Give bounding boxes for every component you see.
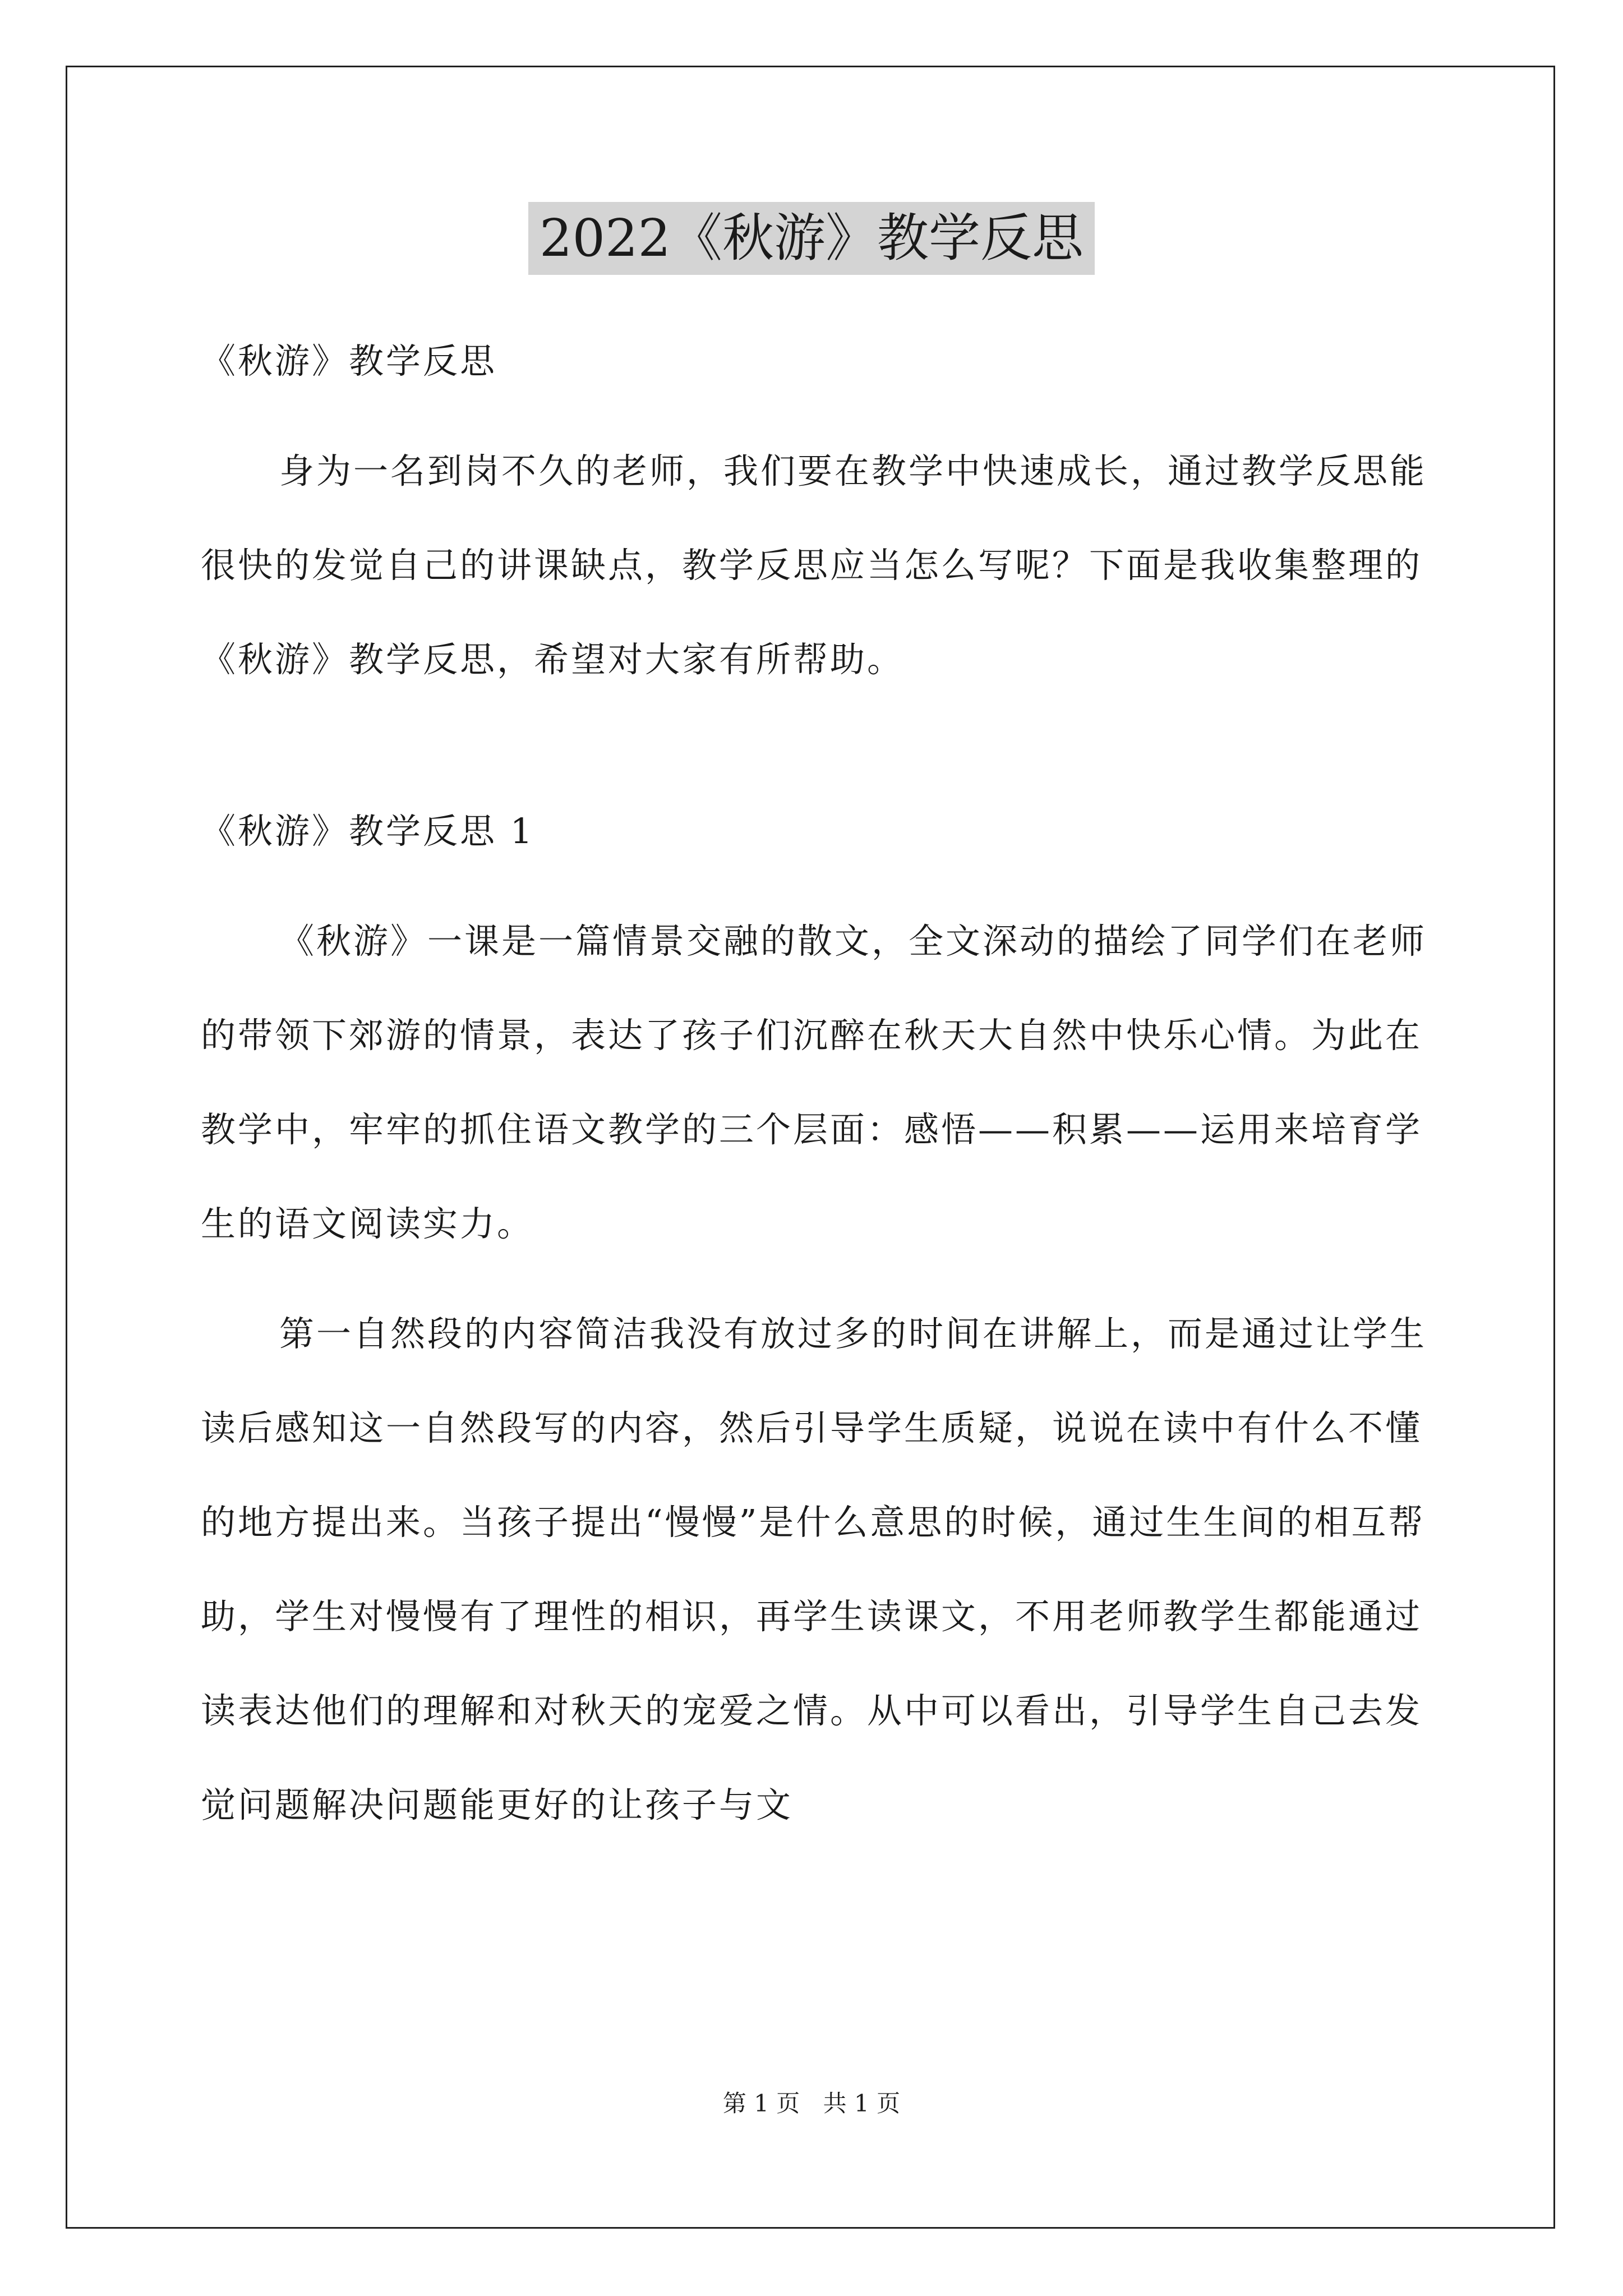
page-footer [0,2087,1623,2120]
page-number: 第 1 页 [722,2090,800,2117]
spacer [201,878,1457,894]
document-title-text: 2022《秋游》教学反思 [528,202,1095,275]
body-paragraph-1: 《秋游》一课是一篇情景交融的散文，全文深动的描绘了同学们在老师的带领下郊游的情景，表达了孩子们沉醉在秋天大自然中快乐心情。为此在教学中，牢牢的抓住语文教学的三个层面：感悟——积累——运用来培育学生的语文阅读实力。 [201,921,1427,1244]
spacer [201,1271,1457,1287]
spacer [201,707,1457,784]
section-heading-1: 《秋游》教学反思 1 [201,811,535,852]
document-title [0,202,1623,275]
intro-heading: 《秋游》教学反思 [201,341,497,381]
spacer [201,408,1457,424]
intro-paragraph: 身为一名到岗不久的老师，我们要在教学中快速成长，通过教学反思能很快的发觉自己的讲课缺点，教学反思应当怎么写呢？下面是我收集整理的《秋游》教学反思，希望对大家有所帮助。 [201,450,1427,680]
document-body [201,314,1457,1852]
page-total: 共 1 页 [823,2090,901,2117]
body-paragraph-2: 第一自然段的内容简洁我没有放过多的时间在讲解上，而是通过让学生读后感知这一自然段写的内容，然后引导学生质疑，说说在读中有什么不懂的地方提出来。当孩子提出“慢慢”是什么意思的时候，通过生生间的相互帮助，学生对慢慢有了理性的相识，再学生读课文，不用老师教学生都能通过读表达他们的理解和对秋天的宠爱之情。从中可以看出，引导学生自己去发觉问题解决问题能更好的让孩子与文 [201,1313,1427,1825]
